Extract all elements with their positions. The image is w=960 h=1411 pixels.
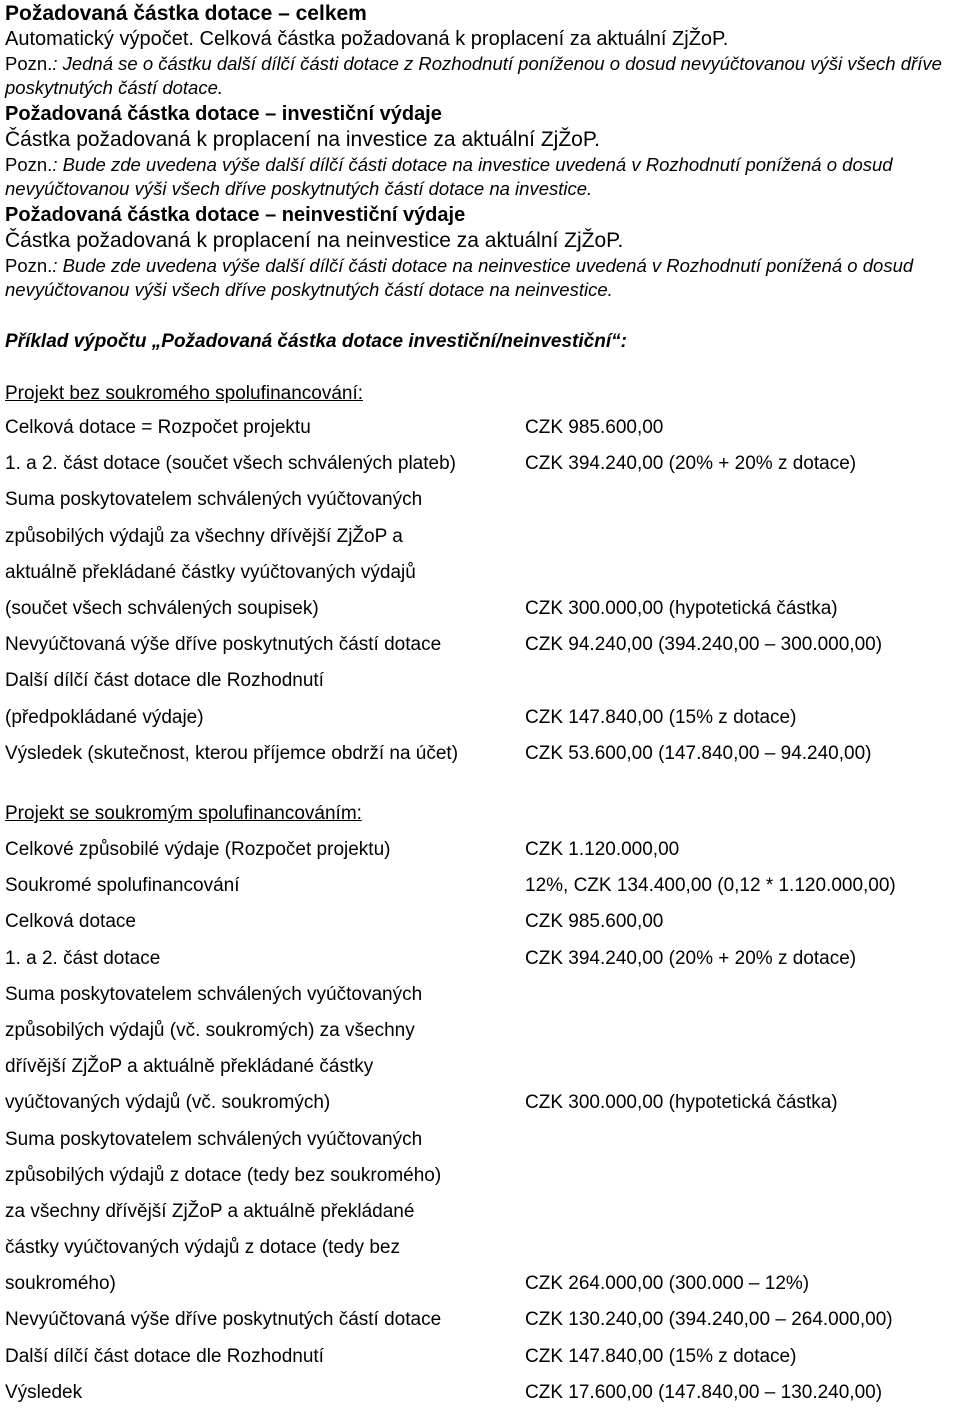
row-label: za všechny dřívější ZjŽoP a aktuálně překládané	[5, 1200, 415, 1222]
calc-table-with-private	[5, 832, 955, 1411]
note-label: Pozn.	[5, 255, 53, 276]
definition-description: Částka požadovaná k proplacení na investice za aktuální ZjŽoP.	[5, 128, 600, 151]
row-label: Nevyúčtovaná výše dříve poskytnutých částí dotace	[5, 1309, 442, 1331]
row-label: Soukromé spolufinancování	[5, 875, 240, 897]
row-label: způsobilých výdajů (vč. soukromých) za všechny	[5, 1019, 415, 1041]
calc-row	[5, 1049, 955, 1085]
definition-heading: Požadovaná částka dotace – investiční výdaje	[5, 103, 442, 125]
example-title: Příklad výpočtu „Požadovaná částka dotace investiční/neinvestiční“:	[5, 331, 627, 352]
definition-noninvestment	[5, 201, 955, 302]
row-value: CZK 147.840,00 (15% z dotace)	[525, 1345, 797, 1367]
note-label: Pozn.	[5, 154, 53, 175]
calc-row	[5, 555, 955, 591]
calc-row	[5, 1302, 955, 1338]
calc-row	[5, 1194, 955, 1230]
calc-row	[5, 1122, 955, 1158]
calc-row	[5, 941, 955, 977]
calc-row	[5, 700, 955, 736]
row-label: Nevyúčtovaná výše dříve poskytnutých částí dotace	[5, 634, 442, 656]
row-value: CZK 394.240,00 (20% + 20% z dotace)	[525, 947, 857, 969]
row-value: CZK 147.840,00 (15% z dotace)	[525, 706, 797, 728]
row-label: Výsledek (skutečnost, kterou příjemce obdrží na účet)	[5, 742, 459, 764]
row-label: Suma poskytovatelem schválených vyúčtovaných	[5, 1128, 423, 1150]
row-label: vyúčtovaných výdajů (vč. soukromých)	[5, 1092, 331, 1114]
row-label: (součet všech schválených soupisek)	[5, 597, 319, 619]
calc-row	[5, 736, 955, 772]
row-value: CZK 94.240,00 (394.240,00 – 300.000,00)	[525, 634, 883, 656]
calc-row	[5, 591, 955, 627]
row-label: Celkové způsobilé výdaje (Rozpočet projektu)	[5, 839, 391, 860]
row-label: částky vyúčtovaných výdajů z dotace (tedy bez	[5, 1237, 400, 1259]
calc-row	[5, 410, 955, 446]
row-value: CZK 300.000,00 (hypotetická částka)	[525, 1092, 838, 1114]
calc-row	[5, 904, 955, 940]
calc-row	[5, 1158, 955, 1194]
note-text: : Bude zde uvedena výše další dílčí části dotace na investice uvedená v Rozhodnutí ponížená o dosud nevyúčtovanou výši všech dříve poskytnutých částí dotace na investice.	[5, 154, 893, 199]
section-title-without-private: Projekt bez soukromého spolufinancování:	[5, 383, 364, 404]
definition-description: Částka požadovaná k proplacení na neinvestice za aktuální ZjŽoP.	[5, 229, 624, 252]
row-value: CZK 53.600,00 (147.840,00 – 94.240,00)	[525, 742, 872, 764]
calc-row	[5, 1230, 955, 1266]
definition-heading: Požadovaná částka dotace – celkem	[5, 2, 367, 25]
definition-description: Automatický výpočet. Celková částka požadovaná k proplacení za aktuální ZjŽoP.	[5, 28, 729, 50]
note-text: : Jedná se o částku další dílčí části dotace z Rozhodnutí poníženou o dosud nevyúčtovanou výši všech dříve poskytnutých částí dotace.	[5, 53, 942, 98]
calc-row	[5, 832, 955, 868]
row-value: CZK 985.600,00	[525, 911, 664, 933]
row-label: Celková dotace = Rozpočet projektu	[5, 417, 311, 438]
row-value: CZK 300.000,00 (hypotetická částka)	[525, 597, 838, 619]
row-label: dřívější ZjŽoP a aktuálně překládané částky	[5, 1056, 374, 1078]
calc-row	[5, 1266, 955, 1302]
definition-investment	[5, 100, 955, 201]
row-value: CZK 394.240,00 (20% + 20% z dotace)	[525, 453, 857, 475]
row-value: CZK 1.120.000,00	[525, 839, 680, 860]
row-label: Další dílčí část dotace dle Rozhodnutí	[5, 1345, 324, 1367]
definition-note	[5, 52, 955, 100]
row-label: způsobilých výdajů z dotace (tedy bez soukromého)	[5, 1164, 442, 1186]
row-label: 1. a 2. část dotace	[5, 947, 161, 969]
row-label: Suma poskytovatelem schválených vyúčtovaných	[5, 489, 423, 511]
row-value: CZK 985.600,00	[525, 417, 664, 438]
row-label: Suma poskytovatelem schválených vyúčtovaných	[5, 983, 423, 1005]
row-label: 1. a 2. část dotace (součet všech schválených plateb)	[5, 453, 456, 475]
row-value: CZK 130.240,00 (394.240,00 – 264.000,00)	[525, 1309, 893, 1331]
definition-note	[5, 254, 955, 302]
definition-total	[5, 0, 955, 100]
row-label: (předpokládané výdaje)	[5, 706, 204, 728]
calc-row	[5, 1339, 955, 1375]
calc-row	[5, 519, 955, 555]
row-label: aktuálně překládané částky vyúčtovaných výdajů	[5, 561, 416, 583]
note-label: Pozn.	[5, 53, 53, 74]
calc-row	[5, 627, 955, 663]
definition-note	[5, 153, 955, 201]
note-text: : Bude zde uvedena výše další dílčí části dotace na neinvestice uvedená v Rozhodnutí ponížená o dosud nevyúčtovanou výši všech dříve poskytnutých částí dotace na neinvestice.	[5, 255, 914, 300]
calc-row	[5, 868, 955, 904]
document-page	[5, 0, 955, 1403]
row-value: CZK 17.600,00 (147.840,00 – 130.240,00)	[525, 1381, 883, 1403]
calc-row	[5, 1375, 955, 1411]
row-value: 12%, CZK 134.400,00 (0,12 * 1.120.000,00)	[525, 875, 896, 897]
row-label: Další dílčí část dotace dle Rozhodnutí	[5, 670, 324, 692]
row-value: CZK 264.000,00 (300.000 – 12%)	[525, 1273, 810, 1295]
calc-row	[5, 1085, 955, 1121]
calc-table-without-private	[5, 410, 955, 772]
definition-heading: Požadovaná částka dotace – neinvestiční výdaje	[5, 204, 466, 226]
section-title-with-private: Projekt se soukromým spolufinancováním:	[5, 803, 362, 824]
row-label: Celková dotace	[5, 911, 136, 933]
calc-row	[5, 446, 955, 482]
calc-row	[5, 482, 955, 518]
row-label: Výsledek	[5, 1381, 83, 1403]
row-label: způsobilých výdajů za všechny dřívější ZjŽoP a	[5, 525, 403, 547]
calc-row	[5, 1013, 955, 1049]
row-label: soukromého)	[5, 1273, 116, 1295]
calc-row	[5, 977, 955, 1013]
calc-row	[5, 663, 955, 699]
